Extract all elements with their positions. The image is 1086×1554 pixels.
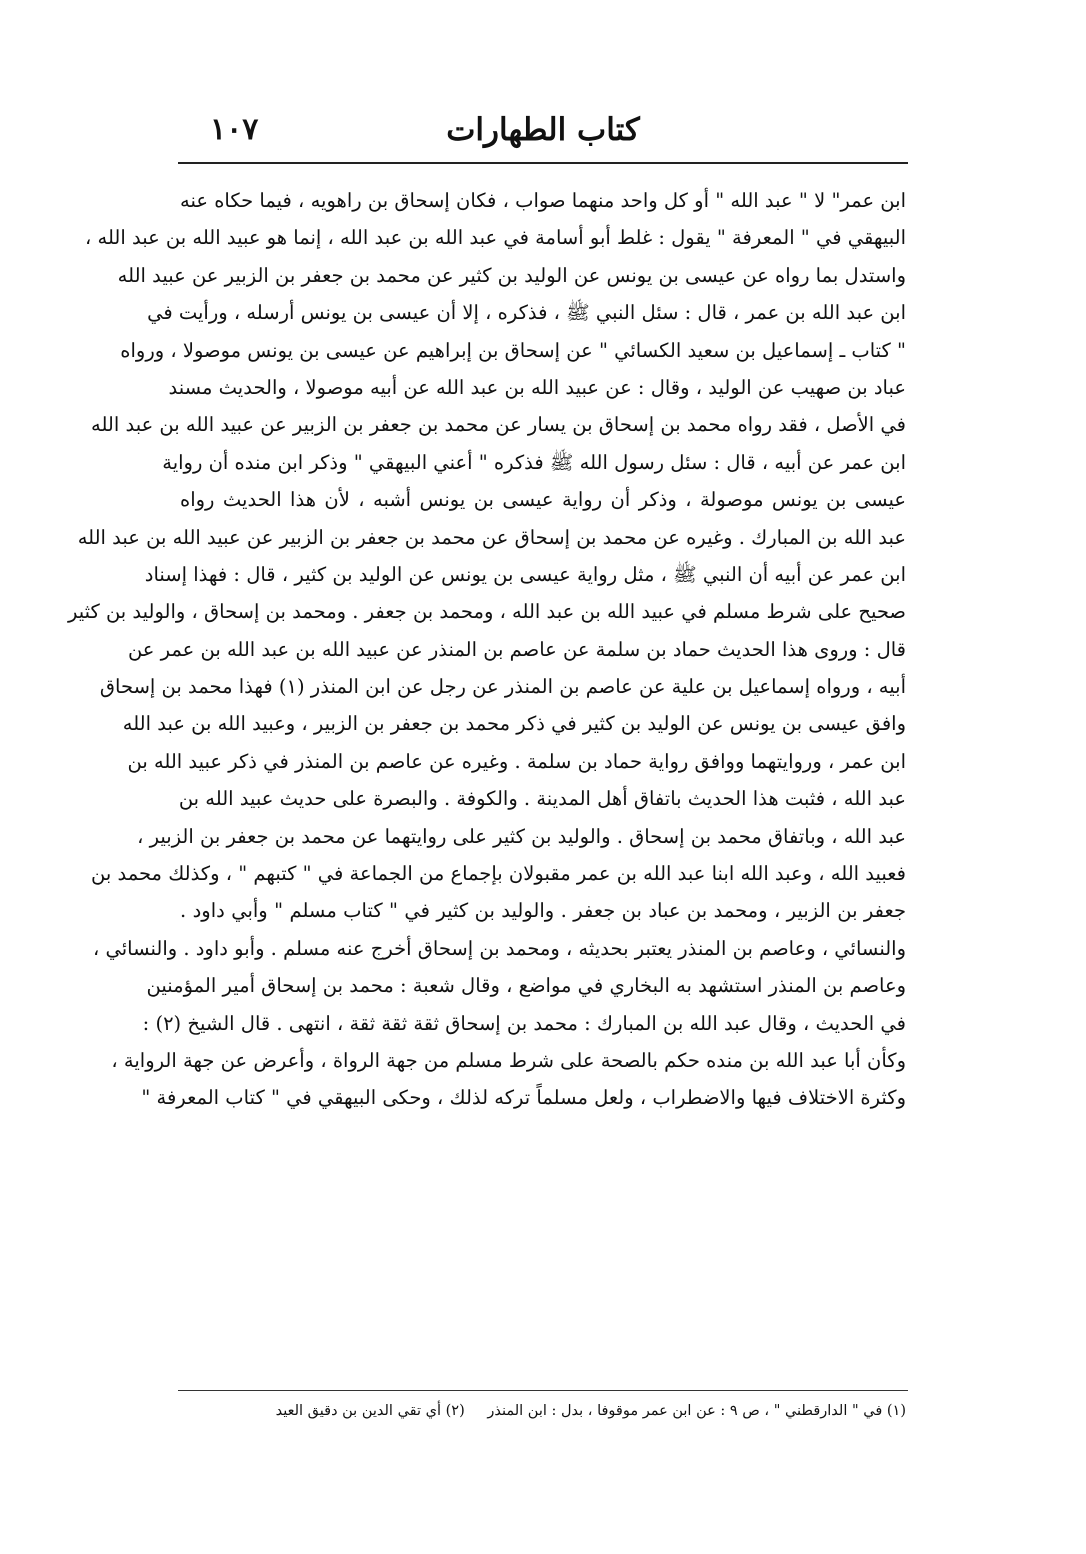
text-line: عبد الله بن المبارك . وغيره عن محمد بن إسحاق عن محمد بن جعفر بن الزبير عن عبيد الله بن عبد الله	[77, 525, 906, 549]
page-header	[178, 108, 908, 152]
text-line: في الأصل ، فقد رواه محمد بن إسحاق بن يسار عن محمد بن جعفر بن الزبير عن عبيد الله بن عبد الله	[91, 413, 906, 437]
running-title: كتاب الطهارات	[446, 112, 640, 148]
footnote-1: (١) في " الدارقطني " ، ص ٩ : عن ابن عمر موقوفا ، بدل : ابن المنذر	[487, 1403, 906, 1419]
text-line: ابن عمر عن أبيه ، قال : سئل رسول الله ﷺ فذكره " أعني البيهقي " وذكر ابن منده أن رواية	[162, 450, 906, 474]
text-line: ابن عمر ، وروايتهما ووافق رواية حماد بن سلمة . وغيره عن عاصم بن المنذر في ذكر عبيد الله بن	[127, 749, 906, 773]
text-line: واستدل بما رواه عن عيسى بن يونس عن الوليد بن كثير عن محمد بن جعفر بن الزبير عن عبيد الله	[117, 263, 906, 287]
text-line: ابن عبد الله بن عمر ، قال : سئل النبي ﷺ ، فذكره ، إلا أن عيسى بن يونس أرسله ، ورأيت في	[147, 301, 906, 325]
text-line: ابن عمر" لا " عبد الله " أو كل واحد منهما صواب ، فكان إسحاق بن راهويه ، فيما حكاه عنه	[180, 189, 906, 212]
text-line: ابن عمر عن أبيه أن النبي ﷺ ، مثل رواية عيسى بن يونس عن الوليد بن كثير ، قال : فهذا إسناد	[144, 562, 906, 586]
text-line: عبد الله ، وباتفاق محمد بن إسحاق . والوليد بن كثير على روايتهما عن محمد بن جعفر بن الزبير ،	[137, 824, 906, 848]
text-line: وكأن أبا عبد الله بن منده حكم بالصحة على شرط مسلم من جهة الرواة ، وأعرض عن جهة الرواية ،	[111, 1048, 906, 1072]
text-line: البيهقي في " المعرفة " يقول : غلط أبو أسامة في عبد الله بن عبد الله ، إنما هو عبيد الله بن عبد الله ،	[85, 226, 906, 250]
text-line: صحيح على شرط مسلم في عبيد الله بن عبد الله ، ومحمد بن جعفر . ومحمد بن إسحاق ، والوليد بن كثير	[67, 600, 906, 624]
footnotes	[180, 1396, 906, 1426]
footnote-rule	[178, 1390, 908, 1391]
text-line: وافق عيسى بن يونس عن الوليد بن كثير في ذكر محمد بن جعفر بن الزبير ، وعبيد الله بن عبد الله	[122, 712, 906, 736]
text-line: عبد الله ، فثبت هذا الحديث باتفاق أهل المدينة . والكوفة . والبصرة على حديث عبيد الله بن	[178, 787, 906, 811]
main-text	[67, 182, 906, 1117]
text-line: والنسائي ، وعاصم بن المنذر يعتبر بحديثه ، ومحمد بن إسحاق أخرج عنه مسلم . وأبو داود . والنسائي ،	[92, 936, 906, 960]
footnote-2: (٢) أي تقي الدين بن دقيق العيد	[275, 1403, 465, 1419]
text-line: وكثرة الاختلاف فيها والاضطراب ، ولعل مسلماً تركه لذلك ، وحكى البيهقي في " كتاب المعرفة "	[141, 1086, 906, 1110]
text-line: جعفر بن الزبير ، ومحمد بن عباد بن جعفر . والوليد بن كثير في " كتاب مسلم " وأبي داود .	[180, 899, 906, 923]
text-line: " كتاب ـ إسماعيل بن سعيد الكسائي " عن إسحاق بن إبراهيم عن عيسى بن يونس موصولا ، ورواه	[120, 338, 906, 362]
text-line: في الحديث ، وقال عبد الله بن المبارك : محمد بن إسحاق ثقة ثقة ثقة ، انتهى . قال الشيخ (٢) :	[142, 1011, 906, 1035]
text-line: عيسى بن يونس موصولة ، وذكر أن رواية عيسى بن يونس أشبه ، لأن هذا الحديث رواه	[180, 488, 906, 512]
text-line: فعبيد الله ، وعبد الله ابنا عبد الله بن عمر مقبولان بإجماع من الجماعة في " كتبهم " ، وكذلك محمد بن	[90, 862, 906, 886]
text-line: وعاصم بن المنذر استشهد به البخاري في مواضع ، وقال شعبة : محمد بن إسحاق أمير المؤمنين	[146, 974, 906, 998]
text-line: قال : وروى هذا الحديث حماد بن سلمة عن عاصم بن المنذر عن عبيد الله بن عبد الله بن عمر عن	[127, 637, 906, 661]
text-line: عباد بن صهيب عن الوليد ، وقال : عن عبيد الله بن عبد الله عن أبيه موصولا ، والحديث مسند	[168, 375, 906, 399]
text-line: أبيه ، ورواه إسماعيل بن علية عن عاصم بن المنذر عن رجل عن ابن المنذر (١) فهذا محمد بن إسحاق	[99, 675, 906, 699]
page-number: ١٠٧	[210, 112, 259, 147]
header-rule	[178, 162, 908, 164]
